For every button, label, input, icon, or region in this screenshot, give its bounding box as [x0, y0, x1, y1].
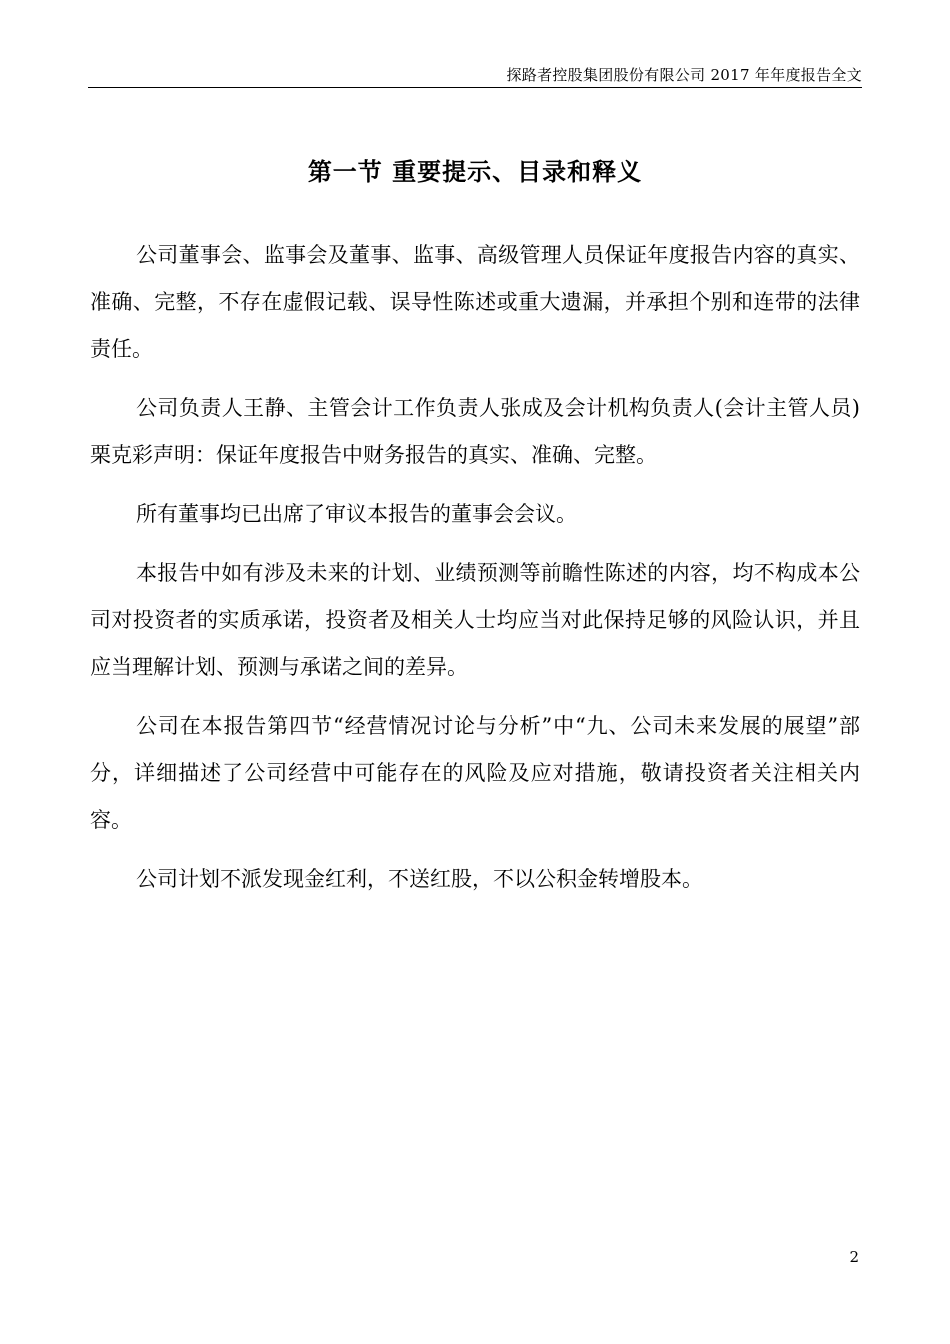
paragraph-forward-looking: 本报告中如有涉及未来的计划、业绩预测等前瞻性陈述的内容，均不构成本公司对投资者的实质承诺，投资者及相关人士均应当对此保持足够的风险认识，并且应当理解计划、预测与承诺之间的差异。: [90, 561, 860, 679]
header-divider: [88, 87, 862, 88]
paragraph-financial-statement: 公司负责人王静、主管会计工作负责人张成及会计机构负责人(会计主管人员)栗克彩声明：保证年度报告中财务报告的真实、准确、完整。: [90, 396, 860, 467]
paragraph-risk-reference: 公司在本报告第四节“经营情况讨论与分析”中“九、公司未来发展的展望”部分，详细描述了公司经营中可能存在的风险及应对措施，敬请投资者关注相关内容。: [90, 714, 860, 832]
paragraph-dividend: 公司计划不派发现金红利，不送红股，不以公积金转增股本。: [136, 867, 703, 891]
running-header: 探路者控股集团股份有限公司 2017 年年度报告全文: [506, 66, 862, 84]
body-text: [90, 232, 860, 915]
paragraph-responsibility: 公司董事会、监事会及董事、监事、高级管理人员保证年度报告内容的真实、准确、完整，不存在虚假记载、误导性陈述或重大遗漏，并承担个别和连带的法律责任。: [90, 243, 860, 361]
page-number: 2: [849, 1248, 859, 1266]
section-title: 第一节 重要提示、目录和释义: [307, 157, 643, 186]
paragraph-attendance: 所有董事均已出席了审议本报告的董事会会议。: [136, 502, 577, 526]
